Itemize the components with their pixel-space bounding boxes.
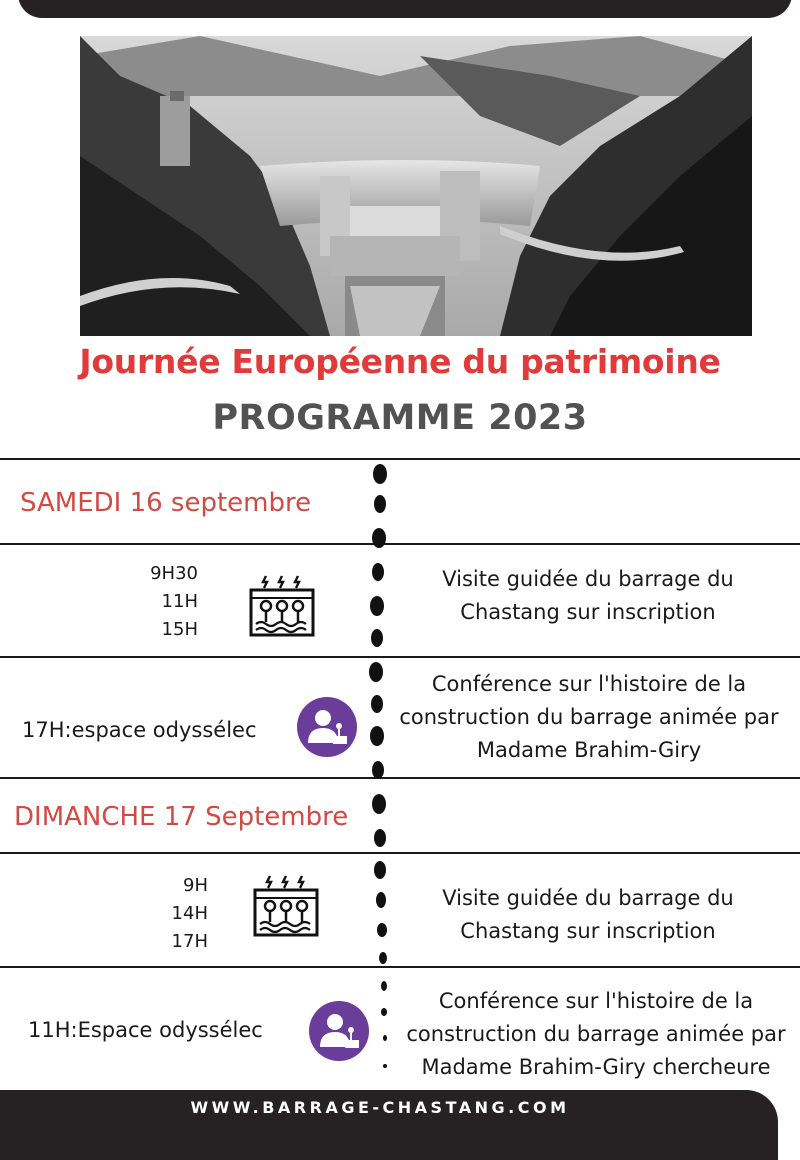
divider — [0, 656, 800, 658]
saturday-visit-times — [120, 560, 198, 644]
saturday-heading: SAMEDI 16 septembre — [20, 488, 312, 518]
description-line: Chastang sur inscription — [460, 600, 716, 624]
sunday-visit-times — [150, 872, 208, 956]
description-line: construction du barrage animée par — [406, 1022, 786, 1046]
top-decorative-bar — [18, 0, 792, 18]
description-line: Chastang sur inscription — [460, 919, 716, 943]
divider — [0, 458, 800, 460]
speaker-icon — [296, 696, 358, 758]
description-line: Conférence sur l'histoire de la — [431, 672, 747, 696]
sunday-conference-description — [394, 985, 798, 1084]
sunday-visit-description — [398, 882, 778, 948]
divider — [0, 777, 800, 779]
description-line: Visite guidée du barrage du — [442, 886, 734, 910]
divider — [0, 966, 800, 968]
time-slot: 15H — [161, 619, 198, 640]
time-slot: 9H — [183, 875, 208, 896]
description-line: Visite guidée du barrage du — [442, 567, 734, 591]
divider — [0, 852, 800, 854]
speaker-icon — [308, 1000, 370, 1062]
saturday-visit-description — [398, 563, 778, 629]
dam-icon — [248, 572, 316, 638]
description-line: construction du barrage animée par — [399, 705, 779, 729]
page-title: Journée Européenne du patrimoine — [79, 342, 721, 381]
description-line: Conférence sur l'histoire de la — [438, 989, 754, 1013]
description-line: Madame Brahim-Giry — [476, 738, 702, 762]
saturday-conference-description — [384, 668, 794, 767]
program-subtitle: PROGRAMME 2023 — [212, 398, 588, 438]
saturday-conference-place: 17H:espace odyssélec — [22, 718, 257, 742]
dam-photo — [80, 36, 752, 336]
time-slot: 17H — [171, 931, 208, 952]
divider — [0, 543, 800, 545]
dam-icon — [252, 872, 320, 938]
website-link[interactable]: WWW.BARRAGE-CHASTANG.COM — [190, 1098, 570, 1117]
sunday-heading: DIMANCHE 17 Septembre — [14, 802, 349, 832]
time-slot: 11H — [161, 591, 198, 612]
time-slot: 9H30 — [150, 563, 198, 584]
time-slot: 14H — [171, 903, 208, 924]
sunday-conference-place: 11H:Espace odyssélec — [28, 1018, 263, 1042]
footer-bar — [0, 1090, 778, 1160]
description-line: Madame Brahim-Giry chercheure — [421, 1055, 771, 1079]
